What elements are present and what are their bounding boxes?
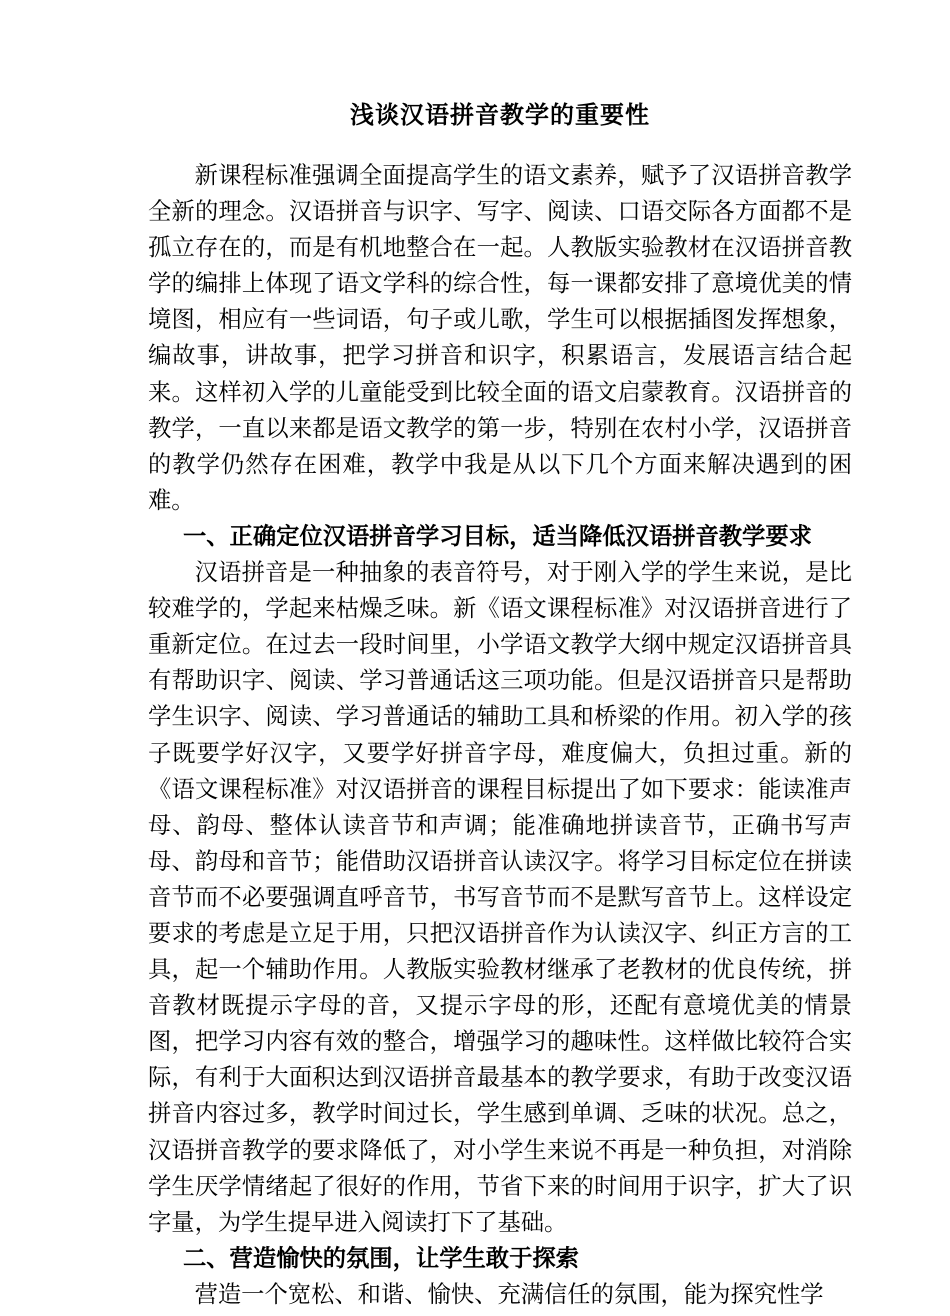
section-1-paragraph: 汉语拼音是一种抽象的表音符号，对于刚入学的学生来说，是比较难学的，学起来枯燥乏味。新《语文课程标准》对汉语拼音进行了重新定位。在过去一段时间里，小学语文教学大纲中规定汉语拼音具有帮助识字、阅读、学习普通话这三项功能。但是汉语拼音只是帮助学生识字、阅读、学习普通话的辅助工具和桥梁的作用。初入学的孩子既要学好汉字，又要学好拼音字母，难度偏大，负担过重。新的《语文课程标准》对汉语拼音的课程目标提出了如下要求：能读准声母、韵母、整体认读音节和声调；能准确地拼读音节，正确书写声母、韵母和音节；能借助汉语拼音认读汉字。将学习目标定位在拼读音节而不必要强调直呼音节，书写音节而不是默写音节上。这样设定要求的考虑是立足于用，只把汉语拼音作为认读汉字、纠正方言的工具，起一个辅助作用。人教版实验教材继承了老教材的优良传统，拼音教材既提示字母的音，又提示字母的形，还配有意境优美的情景图，把学习内容有效的整合，增强学习的趣味性。这样做比较符合实际，有利于大面积达到汉语拼音最基本的教学要求，有助于改变汉语拼音内容过多，教学时间过长，学生感到单调、乏味的状况。总之，汉语拼音教学的要求降低了，对小学生来说不再是一种负担，对消除学生厌学情绪起了很好的作用，节省下来的时间用于识字，扩大了识字量，为学生提早进入阅读打下了基础。: [148, 559, 852, 1236]
section-2-paragraph: 营造一个宽松、和谐、愉快、充满信任的氛围，能为探究性学: [194, 1280, 824, 1308]
section-heading-2: 二、营造愉快的氛围，让学生敢于探索: [182, 1244, 579, 1272]
intro-paragraph: 新课程标准强调全面提高学生的语文素养，赋予了汉语拼音教学全新的理念。汉语拼音与识字、写字、阅读、口语交际各方面都不是孤立存在的，而是有机地整合在一起。人教版实验教材在汉语拼音教学的编排上体现了语文学科的综合性，每一课都安排了意境优美的情境图，相应有一些词语，句子或儿歌，学生可以根据插图发挥想象，编故事，讲故事，把学习拼音和识字，积累语言，发展语言结合起来。这样初入学的儿童能受到比较全面的语文启蒙教育。汉语拼音的教学，一直以来都是语文教学的第一步，特别在农村小学，汉语拼音的教学仍然存在困难，教学中我是从以下几个方面来解决遇到的困难。: [148, 162, 852, 514]
document-body: [148, 158, 852, 1313]
document-title: 浅谈汉语拼音教学的重要性: [350, 100, 650, 129]
section-heading-1: 一、正确定位汉语拼音学习目标，适当降低汉语拼音教学要求: [182, 522, 812, 550]
